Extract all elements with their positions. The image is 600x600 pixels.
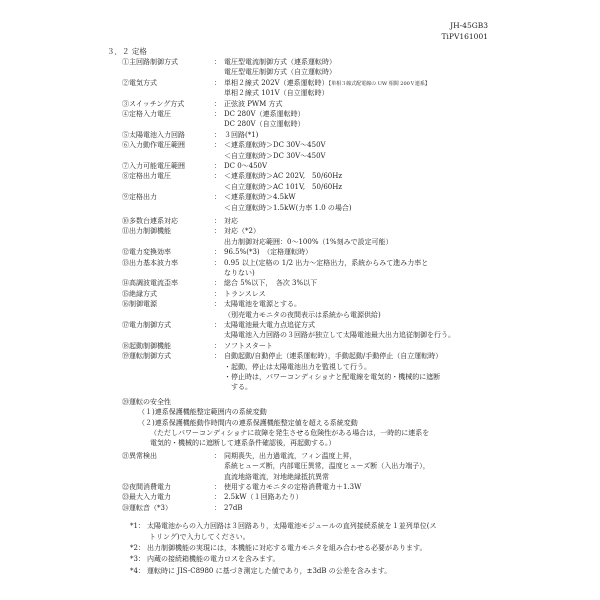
footnote-mark: *4： [130,566,145,575]
spec-row [122,130,258,140]
spec-label: ⑮絶縁方式 [122,289,157,298]
footnote-text: 太陽電池からの入力回路は３回路あり，太陽電池モジュールの直列接続系統を１並列単位(ス [147,522,437,531]
safety-line: （ただしパワーコンディショナに故障を発生させる危険性がある場合は，一時的に連系を [150,429,430,437]
spec-colon: ： [214,300,221,309]
spec-row [122,299,301,309]
spec-colon: ： [214,172,221,181]
spec-value-continued: ・停止時は，パワーコンディショナと配電線を電気的・機械的に遮断 [224,373,441,381]
spec-label: ⑲運転制御方式 [122,352,171,361]
spec-label: ①主回路制御方式 [122,58,178,66]
spec-colon: ： [214,227,221,236]
spec-value: DC 0～450V [224,162,268,170]
spec-small-note: 【単相３線式配電線の UW 相間 200Ｖ連系】 [328,80,430,87]
doc-code: TiPV161001 [441,32,488,41]
spec-colon: ： [214,141,221,150]
spec-label: ⑤太陽電池入力回路 [122,130,185,139]
spec-value: トランスレス [224,289,266,298]
spec-value: 対応（*2） [224,227,260,236]
footnote [130,543,426,553]
spec-colon: ： [214,130,221,139]
safety-line: 電気的・機械的に遮断して連系条件確認後，再起動する。） [150,439,336,448]
footnote-text: 出力制御機能の実現には，本機能に対応する電力モニタを組み合わせる必要があります。 [147,544,427,552]
spec-row [122,278,317,288]
spec-value-continued: 出力制御対応範囲：0～100%（1%刻みで設定可能） [224,237,393,246]
spec-row [122,226,260,236]
spec-label: ⑯制御電源 [122,300,157,309]
spec-value: 自動起動/自動停止（連系運転時），手動起動/手動停止（自立運転時） [224,352,443,361]
footnote-mark: *2： [130,544,145,552]
spec-colon: ： [214,78,221,87]
spec-colon: ： [214,110,221,118]
footnote [130,521,436,531]
spec-row [122,289,266,299]
spec2-row [122,503,243,513]
spec2-row [122,451,356,461]
spec-value-continued: する。 [224,383,252,392]
spec-colon: ： [214,493,221,502]
spec-row [122,57,336,67]
spec-value-continued: （別売電力モニタの夜間表示は系統から電源供給) [224,310,381,319]
spec-row [122,161,267,171]
spec-value-continued: ＜自立運転時＞AC 101V, 50/60Hz [224,182,343,191]
spec-value: DC 280V（連系運転時） [224,110,305,118]
spec-label: ⑫電力変換効率 [122,248,171,257]
spec-colon: ： [214,99,221,108]
spec-row [122,341,273,351]
spec-value-continued: 太陽電池入力回路の３回路が独立して太陽電池最大出力追従制御を行う。 [224,331,455,340]
spec-row [122,216,238,226]
spec-value-continued: ＜自立運転時＞1.5kW(力率 1.0 の場合) [224,203,352,212]
spec-label: ⑰電力制御方式 [122,321,171,329]
spec-value-continued: 直流地絡電流，対地絶縁抵抗異常 [224,472,329,481]
spec-label: ㉒夜間消費電力 [122,483,171,491]
spec-label: ㉑異常検出 [122,451,157,460]
spec-label: ②電気方式 [122,78,157,87]
spec-colon: ： [214,279,221,288]
spec-label: ③スイッチング方式 [122,99,185,108]
spec-row [122,320,315,330]
spec-colon: ： [214,352,221,361]
spec-value: 96.5%(*3) （定格運転時） [224,248,313,257]
spec-label: ⑭高調波電流歪率 [122,279,178,288]
spec-value: ＜連系運転時＞4.5kW [224,193,296,202]
spec-value: 単相２線式 202V（連系運転時） [224,78,329,87]
spec-label: ⑱起動制御機能 [122,341,171,350]
spec-value: 太陽電池最大電力点追従方式 [224,321,315,329]
spec-colon: ： [214,58,221,66]
spec2-row [122,482,361,492]
spec-value: 2.5kW（１回路あたり） [224,493,303,502]
spec-row [122,99,283,109]
spec-value-continued: DC 280V（自立運転時） [224,120,305,129]
spec-value: 0.95 以上(定格の 1/2 出力～定格出力，系統からみて進み力率と [224,258,429,267]
spec-label: ⑩多数台連系対応 [122,217,178,225]
spec-colon: ： [214,451,221,460]
footnote-text: 内蔵の接続箱機能の電力ロスを含みます。 [147,555,280,564]
spec-row [122,140,326,150]
spec-value: 27dB [224,503,243,512]
spec-row [122,351,442,361]
spec-label: ⑥入力動作電圧範囲 [122,141,185,150]
spec-value: ソフトスタート [224,341,273,350]
spec-colon: ： [214,258,221,267]
spec-label: ⑧定格出力電圧 [122,172,171,181]
spec-value: 正弦波 PWM 方式 [224,99,283,108]
spec-row [122,258,428,268]
spec-row [122,192,296,202]
spec-value: ＜連系運転時＞DC 30V～450V [224,141,326,150]
spec-value-continued: ・起動，停止は太陽電池出力を監視して行う。 [224,362,371,371]
safety-line: （１)連系保護機能整定範囲内の系統変動 [138,408,267,417]
spec-row [122,171,342,181]
footnote-mark: *3： [130,555,145,564]
spec-colon: ： [214,503,221,512]
doc-number: JH-45GB3 [450,21,488,30]
spec-row [122,247,312,257]
footnote-text: 運転時に JIS-C8980 に基づき測定した値であり，±3dB の公差を含みます。 [147,566,392,575]
spec-value-continued: 電圧型電圧制御方式（自立運転時） [224,68,336,77]
safety-line: （２)連系保護機能動作時間内の連系保護機能整定値を超える系統変動 [138,418,358,427]
section-title: ３．２ 定格 [107,47,147,56]
footnote [130,566,391,576]
spec-colon: ： [214,162,221,170]
spec-value: 太陽電池を電源とする。 [224,300,301,309]
spec-value: 同期喪失，出力過電流，フィン温度上昇， [224,451,357,460]
footnote-continued: トリング)で入力してください。 [149,532,250,541]
spec-colon: ： [214,341,221,350]
spec-label: ㉓最大入力電力 [122,493,171,502]
spec-label: ⑨定格出力 [122,193,157,202]
spec-value: 電圧型電流制御方式（連系運転時） [224,58,336,66]
footnote [130,554,279,564]
spec-colon: ： [214,483,221,491]
spec-colon: ： [214,321,221,329]
spec-label: ⑬出力基本波力率 [122,258,178,267]
spec-label: ⑪出力制御機能 [122,227,171,236]
safety-label: ⑳運転の安全性 [122,397,171,406]
spec-value: 対応 [224,217,238,225]
spec2-row [122,492,303,502]
spec-value: ３回路(*1) [224,130,259,139]
spec-colon: ： [214,193,221,202]
spec-value: 総合 5%以下， 各次 3%以下 [224,279,318,288]
spec-row [122,78,430,89]
footnote-mark: *1： [130,522,145,531]
spec-colon: ： [214,289,221,298]
spec-value-continued: 系統ヒューズ断，内部電圧異常，温度ヒューズ断（入出力端子）， [224,462,430,471]
spec-colon: ： [214,217,221,225]
spec-label: ⑦入力可能電圧範囲 [122,162,185,170]
spec-label: ④定格入力電圧 [122,110,171,118]
spec-label: ㉔運転音（*3） [122,503,172,512]
spec-colon: ： [214,248,221,257]
spec-value-continued: なりない) [224,269,255,277]
spec-value: 使用する電力モニタの定格消費電力＋1.3W [224,483,362,491]
spec-row [122,109,305,119]
spec-value: ＜連系運転時＞AC 202V, 50/60Hz [224,172,343,181]
spec-value-continued: ＜自立運転時＞DC 30V～450V [224,151,326,160]
spec-value-continued: 単相２線式 101V（自立運転時） [224,89,329,98]
